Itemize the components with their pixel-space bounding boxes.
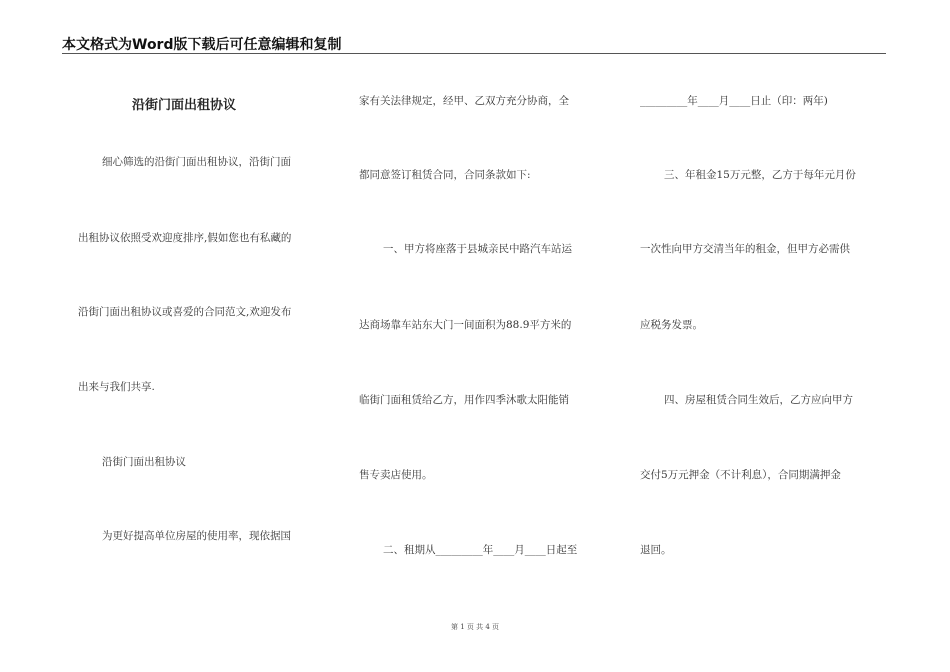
paragraph-line: 出租协议依照受欢迎度排序,假如您也有私藏的 xyxy=(78,232,292,244)
document-title: 沿街门面出租协议 xyxy=(132,98,237,113)
paragraph-line: 都同意签订租赁合同，合同条款如下: xyxy=(359,169,531,181)
paragraph-line: 达商场靠车站东大门一间面积为88.9平方米的 xyxy=(359,319,572,331)
paragraph-line: 沿街门面出租协议 xyxy=(102,456,186,468)
header-title: 本文格式为Word版下载后可任意编辑和复制 xyxy=(62,37,342,53)
paragraph-line: 二、租期从_________年____月____日起至 xyxy=(383,544,578,556)
page-header xyxy=(62,32,886,54)
paragraph-line: 出来与我们共享. xyxy=(78,381,155,393)
paragraph-line: 一次性向甲方交清当年的租金，但甲方必需供 xyxy=(640,243,850,255)
paragraph-line: 为更好提高单位房屋的使用率，现依据国 xyxy=(102,530,291,542)
paragraph-line: 四、房屋租赁合同生效后，乙方应向甲方 xyxy=(664,394,853,406)
paragraph-line: 临街门面租赁给乙方，用作四季沐歌太阳能销 xyxy=(359,394,569,406)
paragraph-line: 退回。 xyxy=(640,544,672,556)
paragraph-line: 应税务发票。 xyxy=(640,319,703,331)
paragraph-line: 家有关法律规定，经甲、乙双方充分协商，全 xyxy=(359,95,569,107)
paragraph-line: 沿街门面出租协议或喜爱的合同范文,欢迎发布 xyxy=(78,306,292,318)
paragraph-line: 一、甲方将座落于县城亲民中路汽车站运 xyxy=(383,243,572,255)
page-footer: 第 1 页 共 4 页 xyxy=(450,623,500,631)
paragraph-line: _________年____月____日止（印：两年) xyxy=(640,95,828,107)
paragraph-line: 售专卖店使用。 xyxy=(359,469,433,481)
paragraph-line: 交付5万元押金（不计利息），合同期满押金 xyxy=(640,469,841,481)
paragraph-line: 三、年租金15万元整，乙方于每年元月份 xyxy=(664,169,856,181)
paragraph-line: 细心筛选的沿街门面出租协议，沿街门面 xyxy=(102,156,291,168)
